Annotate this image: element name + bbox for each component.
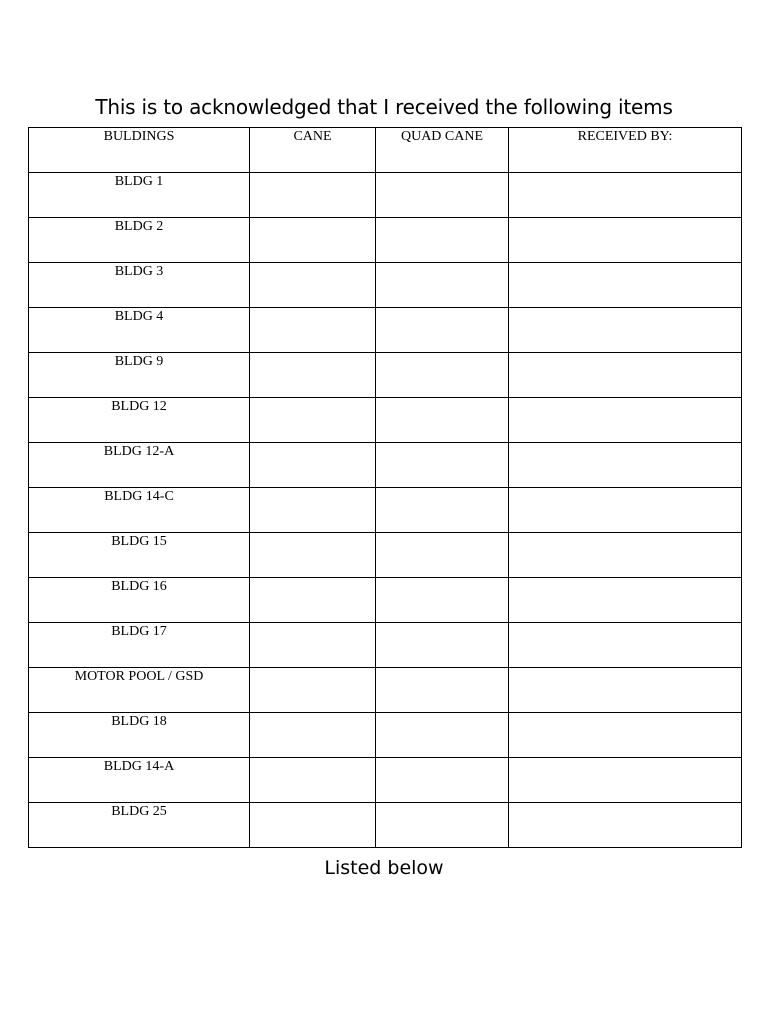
header-buildings: BULDINGS [29,128,250,173]
building-name-cell: BLDG 15 [29,533,250,578]
received-by-cell[interactable] [509,668,742,713]
quad-cane-cell[interactable] [376,443,509,488]
document-title: This is to acknowledged that I received the following items [95,95,673,119]
quad-cane-cell[interactable] [376,218,509,263]
building-name-cell: BLDG 4 [29,308,250,353]
cane-cell[interactable] [250,353,376,398]
cane-cell[interactable] [250,308,376,353]
building-name-cell: BLDG 18 [29,713,250,758]
building-name-cell: BLDG 25 [29,803,250,848]
cane-cell[interactable] [250,173,376,218]
received-by-cell[interactable] [509,488,742,533]
quad-cane-cell[interactable] [376,398,509,443]
received-by-cell[interactable] [509,578,742,623]
cane-cell[interactable] [250,218,376,263]
received-by-cell[interactable] [509,308,742,353]
table-header-row [29,128,742,173]
building-name-cell: BLDG 9 [29,353,250,398]
quad-cane-cell[interactable] [376,758,509,803]
header-cane: CANE [250,128,376,173]
building-name-cell: MOTOR POOL / GSD [29,668,250,713]
cane-cell[interactable] [250,443,376,488]
received-by-cell[interactable] [509,713,742,758]
cane-cell[interactable] [250,713,376,758]
table-row [29,173,742,218]
building-name-cell: BLDG 3 [29,263,250,308]
table-row [29,398,742,443]
building-name-cell: BLDG 12 [29,398,250,443]
received-by-cell[interactable] [509,353,742,398]
cane-cell[interactable] [250,533,376,578]
table-row [29,668,742,713]
cane-cell[interactable] [250,398,376,443]
cane-cell[interactable] [250,758,376,803]
table-row [29,308,742,353]
received-by-cell[interactable] [509,263,742,308]
quad-cane-cell[interactable] [376,308,509,353]
received-by-cell[interactable] [509,398,742,443]
cane-cell[interactable] [250,668,376,713]
quad-cane-cell[interactable] [376,533,509,578]
building-name-cell: BLDG 17 [29,623,250,668]
table-row [29,803,742,848]
table-row [29,263,742,308]
acknowledgement-table [28,127,742,848]
received-by-cell[interactable] [509,533,742,578]
quad-cane-cell[interactable] [376,488,509,533]
table-row [29,713,742,758]
quad-cane-cell[interactable] [376,713,509,758]
table-row [29,218,742,263]
table-row [29,623,742,668]
building-name-cell: BLDG 14-C [29,488,250,533]
cane-cell[interactable] [250,623,376,668]
footer-text: Listed below [324,857,444,879]
header-quad-cane: QUAD CANE [376,128,509,173]
received-by-cell[interactable] [509,218,742,263]
building-name-cell: BLDG 14-A [29,758,250,803]
quad-cane-cell[interactable] [376,263,509,308]
received-by-cell[interactable] [509,173,742,218]
cane-cell[interactable] [250,803,376,848]
building-name-cell: BLDG 12-A [29,443,250,488]
quad-cane-cell[interactable] [376,623,509,668]
received-by-cell[interactable] [509,443,742,488]
table-row [29,488,742,533]
quad-cane-cell[interactable] [376,353,509,398]
quad-cane-cell[interactable] [376,803,509,848]
table-row [29,578,742,623]
header-received-by: RECEIVED BY: [509,128,742,173]
received-by-cell[interactable] [509,623,742,668]
table-row [29,758,742,803]
table-row [29,353,742,398]
quad-cane-cell[interactable] [376,578,509,623]
quad-cane-cell[interactable] [376,173,509,218]
cane-cell[interactable] [250,263,376,308]
table-body [29,173,742,848]
cane-cell[interactable] [250,488,376,533]
quad-cane-cell[interactable] [376,668,509,713]
building-name-cell: BLDG 16 [29,578,250,623]
table-row [29,443,742,488]
building-name-cell: BLDG 1 [29,173,250,218]
building-name-cell: BLDG 2 [29,218,250,263]
received-by-cell[interactable] [509,758,742,803]
received-by-cell[interactable] [509,803,742,848]
table-row [29,533,742,578]
cane-cell[interactable] [250,578,376,623]
